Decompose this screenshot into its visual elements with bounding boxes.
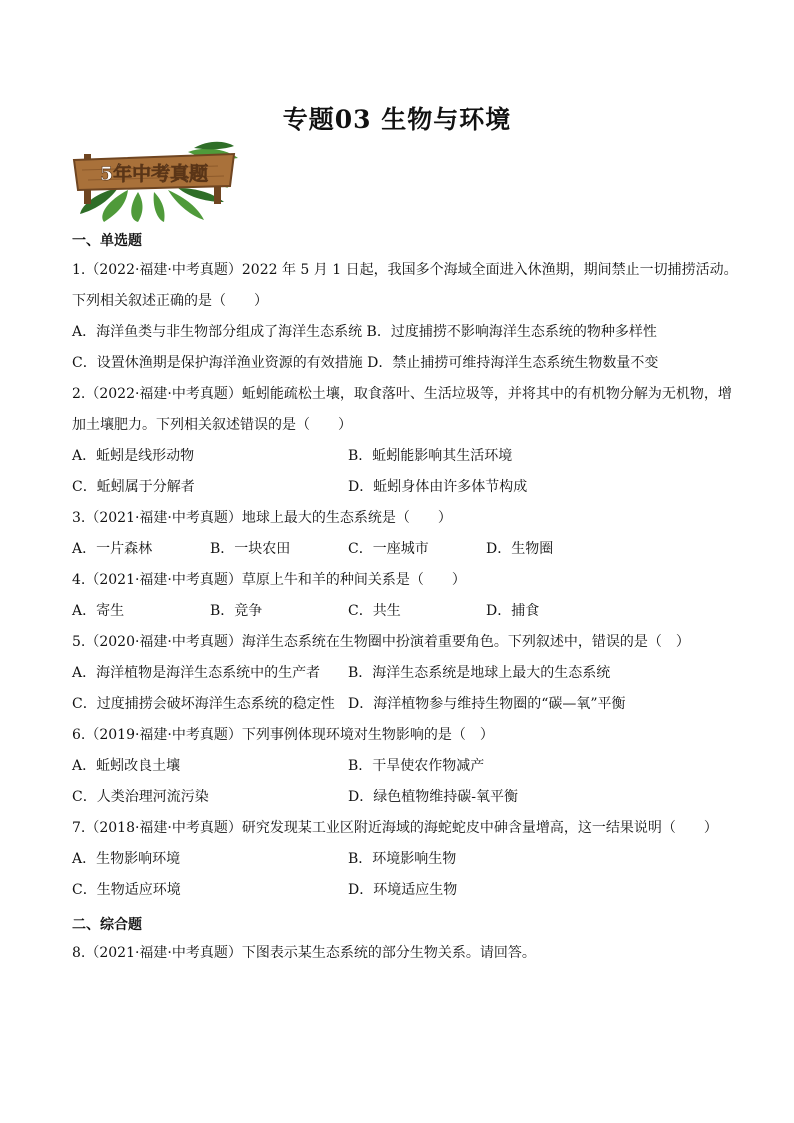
q7-option-a: A．生物影响环境 xyxy=(72,851,181,867)
q1-options-cd: C．设置休渔期是保护海洋渔业资源的有效措施 D．禁止捕捞可维持海洋生态系统生物数量不变 xyxy=(72,355,659,371)
q6-stem: 6.（2019·福建·中考真题）下列事例体现环境对生物影响的是（ ） xyxy=(72,727,494,743)
q2-stem: 2.（2022·福建·中考真题）蚯蚓能疏松土壤，取食落叶、生活垃圾等，并将其中的有机物分解为无机物，增 xyxy=(72,386,732,402)
q5-option-d: D．海洋植物参与维持生物圈的“碳—氧”平衡 xyxy=(348,696,626,712)
q6-option-b: B．干旱使农作物减产 xyxy=(348,758,485,774)
q6-option-a: A．蚯蚓改良土壤 xyxy=(72,758,181,774)
q4-option-d: D．捕食 xyxy=(486,603,540,619)
q1-stem-cont: 下列相关叙述正确的是（ ） xyxy=(72,293,268,309)
q6-option-c: C．人类治理河流污染 xyxy=(72,789,209,805)
q2-option-a: A．蚯蚓是线形动物 xyxy=(72,448,195,464)
q6-option-d: D．绿色植物维持碳-氧平衡 xyxy=(348,789,518,805)
q5-stem: 5.（2020·福建·中考真题）海洋生态系统在生物圈中扮演着重要角色。下列叙述中，错误的是（ ） xyxy=(72,634,690,650)
q7-option-c: C．生物适应环境 xyxy=(72,882,181,898)
q3-stem: 3.（2021·福建·中考真题）地球上最大的生态系统是（ ） xyxy=(72,510,452,526)
page-title: 专题03 生物与环境 xyxy=(282,105,512,134)
q5-option-b: B．海洋生态系统是地球上最大的生态系统 xyxy=(348,665,611,681)
q1-options-ab: A．海洋鱼类与非生物部分组成了海洋生态系统 B．过度捕捞不影响海洋生态系统的物种多样性 xyxy=(72,324,657,340)
q3-option-b: B．一块农田 xyxy=(210,541,291,557)
q2-option-c: C．蚯蚓属于分解者 xyxy=(72,479,195,495)
q7-option-d: D．环境适应生物 xyxy=(348,882,458,898)
q4-option-c: C．共生 xyxy=(348,603,401,619)
q5-option-a: A．海洋植物是海洋生态系统中的生产者 xyxy=(72,665,321,681)
q4-stem: 4.（2021·福建·中考真题）草原上牛和羊的种间关系是（ ） xyxy=(72,572,466,588)
q2-option-b: B．蚯蚓能影响其生活环境 xyxy=(348,448,513,464)
section-single-choice: 一、单选题 xyxy=(72,233,142,249)
q1-stem: 1.（2022·福建·中考真题）2022 年 5 月 1 日起，我国多个海域全面进入休渔期，期间禁止一切捕捞活动。 xyxy=(72,262,738,278)
q4-option-a: A．寄生 xyxy=(72,603,125,619)
q5-option-c: C．过度捕捞会破坏海洋生态系统的稳定性 xyxy=(72,696,335,712)
q7-option-b: B．环境影响生物 xyxy=(348,851,457,867)
q3-option-d: D．生物圈 xyxy=(486,541,554,557)
q8-stem: 8.（2021·福建·中考真题）下图表示某生态系统的部分生物关系。请回答。 xyxy=(72,945,536,961)
q3-option-c: C．一座城市 xyxy=(348,541,429,557)
q7-stem: 7.（2018·福建·中考真题）研究发现某工业区附近海域的海蛇蛇皮中砷含量增高，这一结果说明（ ） xyxy=(72,820,718,836)
q4-option-b: B．竞争 xyxy=(210,603,263,619)
badge-wood-sign xyxy=(68,140,240,222)
badge-text: 5年中考真题 xyxy=(99,163,209,185)
q2-option-d: D．蚯蚓身体由许多体节构成 xyxy=(348,479,528,495)
q2-stem-cont: 加土壤肥力。下列相关叙述错误的是（ ） xyxy=(72,417,352,433)
section-comprehensive: 二、综合题 xyxy=(72,917,142,933)
q3-option-a: A．一片森林 xyxy=(72,541,153,557)
